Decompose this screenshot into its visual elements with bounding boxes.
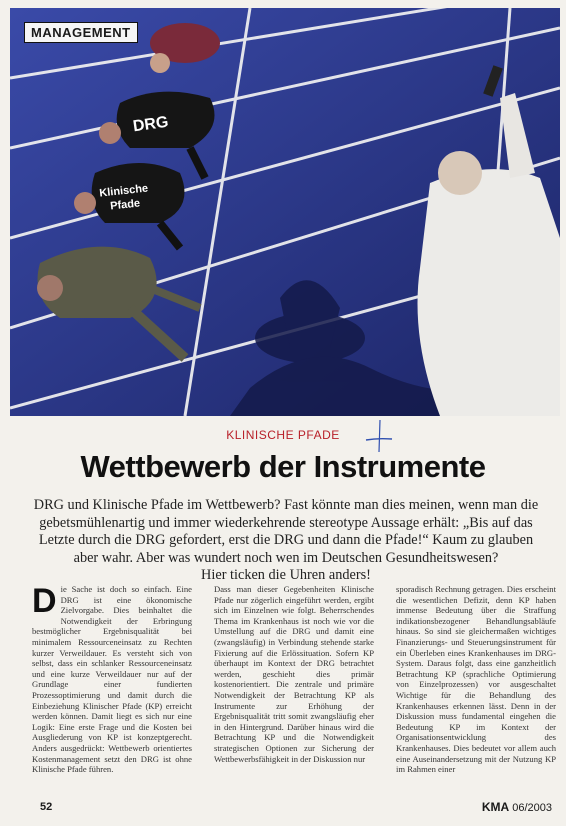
klinische-pfade-label — [99, 182, 151, 215]
body-column-2: Dass man dieser Gegebenheiten Klinische Pfade nur zögerlich eingeführt werden, ergibt sich im Einzelnen wie folgt. Beherrschendes Thema im Krankenhaus ist noch wie vor die Umstellung auf die DRG und damit eine (zwangsläufig) in Verbindung stehende starke Fixierung auf die Erlössituation. Sofern KP überhaupt im Kontext der DRG betrachtet werden, geschieht dies primär kostenorientiert. Die zentrale und primäre Notwendigkeit der Betrachtung KP als Instrumente zur Erhöhung der Ergebnisqualität tritt somit zwangsläufig eher in den Hintergrund. Darüber hinaus wird die Betrachtung KP und die Notwendigkeit strategischen Optionen zur Sicherung der Wettbewerbsfähigkeit in der Diskussion nur — [214, 584, 374, 764]
lead-line: gebetsmühlenartig und immer wiederkehrende stereotype Aussage erhält: „Bis auf das — [39, 514, 533, 531]
section-label: KLINISCHE PFADE — [226, 428, 340, 442]
headline: Wettbewerb der Instrumente — [80, 449, 486, 484]
drg-label: DRG — [131, 113, 170, 136]
lead-line: aber wahr. Aber was wundert noch wen im Deutschen Gesundheitswesen? — [73, 549, 499, 566]
category-kicker: MANAGEMENT — [24, 22, 138, 43]
track-illustration — [10, 8, 560, 416]
lead-paragraph — [26, 497, 546, 585]
lead-line: DRG und Klinische Pfade im Wettbewerb? Fast könnte man dies meinen, wenn man die — [33, 497, 539, 513]
lead-line: Letzte durch die DRG gefordert, erst die DRG und dann die Pfade!“ Kaum zu glauben — [38, 532, 534, 548]
magazine-name: KMA — [481, 800, 510, 814]
kp-label-line2: Pfade — [109, 197, 141, 213]
body-column-3: sporadisch Rechnung getragen. Dies erscheint die wesentlichen Defizit, denn KP haben immense Bedeutung über die Straffung indikationsbezogener Behandlungsabläufe hinaus. So sind sie gleichermaßen wichtiges Finanzierungs- und Steuerungsinstrument für ein Überleben eines Krankenhauses im DRG-System. Daraus folgt, dass eine ganzheitlich Betrachtung KP (sprachliche Optimierung von Einzelprozessen) vor ausgeschaltet Wichtige für die Behandlung des Krankenhauses erkennen lässt. Denn in der Diskussion muss fundamental eingehen die Bedeutung KP im Kontext der Organisationsentwicklung des Krankenhauses. Dies bedeutet vor allem auch eine Auseinandersetzung mit der Nutzung KP im Rahmen einer — [396, 584, 556, 775]
kp-label-line1: Klinische — [98, 182, 149, 200]
body-column-1 — [32, 584, 192, 775]
cover-photo — [10, 8, 560, 416]
body-text: ie Sache ist doch so einfach. Eine DRG ist eine ökonomische Zielvorgabe. Dies beinhaltet die Notwendigkeit der Erbringung bestmöglicher Ergebnisqualität bei minimalem Ressourceneinsatz zu Rechten kurzer Verweildauer. Es versteht sich von selbst, dass ein schlanker Ressourceneinsatz und eine kurze Verweildauer nur auf der Grundlage einer fundierten Prozessoptimierung und damit durch die Einbeziehung Klinischer Pfade (KP) erreicht werden können. Damit liegt es sich nur eine Logik: Eine erste Frage und die Kosten bei Ausgliederung von KP ist konzeptgerecht. Anders ausgedrückt: Wettbewerb orientiertes Kostenmanagement setzt den DRG ist ohne Klinische Pfade führen. — [32, 584, 192, 775]
drop-cap: D — [32, 582, 57, 620]
footer-issue — [482, 800, 552, 814]
body-columns — [32, 584, 556, 796]
page-number: 52 — [40, 801, 53, 813]
lead-line: Hier ticken die Uhren anders! — [201, 567, 371, 583]
issue-number: 06/2003 — [512, 802, 552, 814]
